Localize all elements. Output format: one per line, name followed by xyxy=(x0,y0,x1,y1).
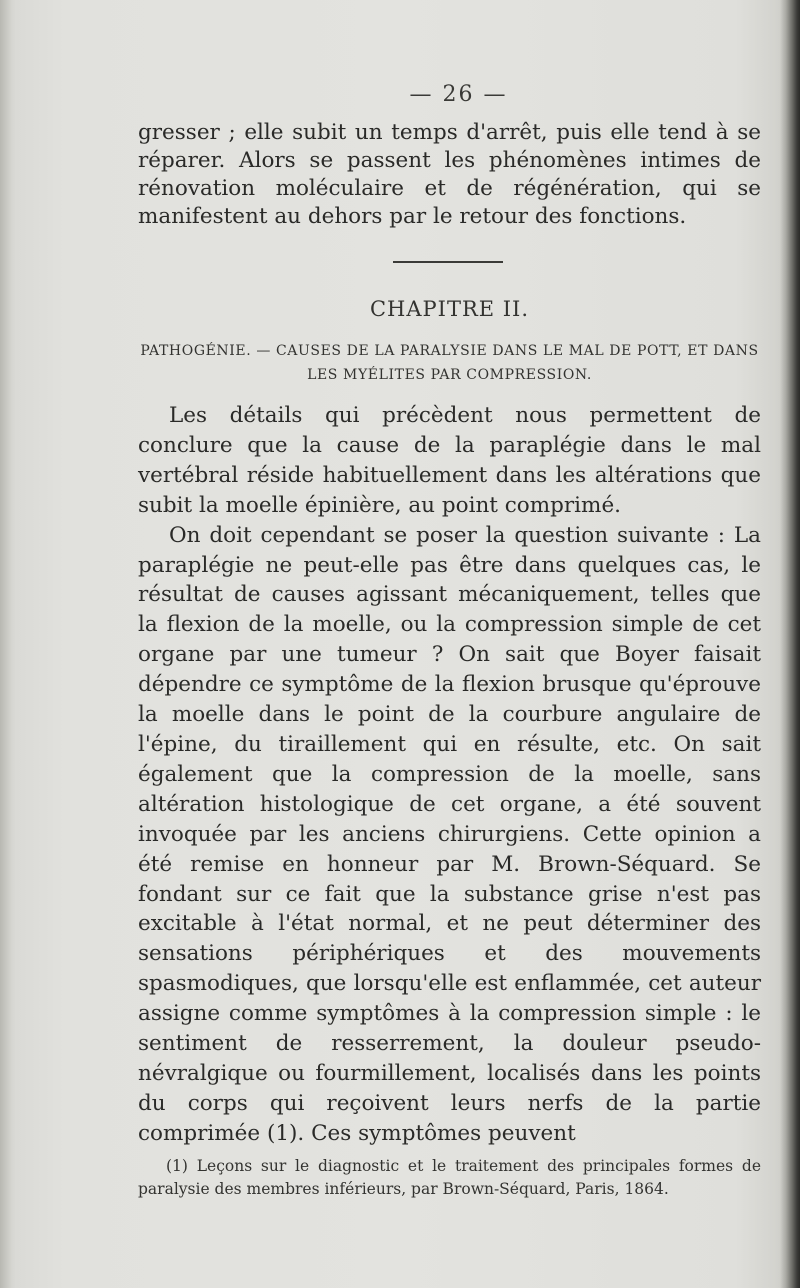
chapter-title: CHAPITRE II. xyxy=(369,297,530,321)
book-spine-shadow xyxy=(780,0,800,1288)
chapter-subtitle: PATHOGÉNIE. — CAUSES DE LA PARALYSIE DANS LE MAL DE POTT, ET DANS LES MYÉLITES PAR COMPRESSION. xyxy=(140,343,759,383)
paragraph-1: Les détails qui précèdent nous permettent de conclure que la cause de la paraplégie dans le mal vertébral réside habituellement dans les altérations que subit la moelle épinière, au point comprimé. xyxy=(138,403,761,518)
page-number: — 26 — xyxy=(409,82,508,107)
chapter-body xyxy=(138,401,761,1149)
footnote xyxy=(138,1155,761,1201)
section-divider xyxy=(393,261,503,263)
page-content xyxy=(138,82,761,1201)
footnote-text: (1) Leçons sur le diagnostic et le traitement des principales formes de paralysie des membres inférieurs, par Brown-Séquard, Paris, 1864. xyxy=(138,1156,761,1198)
intro-paragraph: gresser ; elle subit un temps d'arrêt, puis elle tend à se réparer. Alors se passent les phénomènes intimes de rénovation moléculaire et de régénération, qui se manifestent au dehors par le retour des fonctions. xyxy=(138,120,761,229)
page-left-edge xyxy=(0,0,12,1288)
intro-block xyxy=(138,119,761,231)
paragraph-2: On doit cependant se poser la question suivante : La paraplégie ne peut-elle pas être dans quelques cas, le résultat de causes agissant mécaniquement, telles que la flexion de la moelle, ou la compression simple de cet organe par une tumeur ? On sait que Boyer faisait dépendre ce symptôme de la flexion brusque qu'éprouve la moelle dans le point de la courbure angulaire de l'épine, du tiraillement qui en résulte, etc. On sait également que la compression de la moelle, sans altération histologique de cet organe, a été souvent invoquée par les anciens chirurgiens. Cette opinion a été remise en honneur par M. Brown-Séquard. Se fondant sur ce fait que la substance grise n'est pas excitable à l'état normal, et ne peut déterminer des sensations périphériques et des mouvements spasmodiques, que lorsqu'elle est enflammée, cet auteur assigne comme symptômes à la compression simple : le sentiment de resserrement, la douleur pseudo-névralgique ou fourmillement, localisés dans les points du corps qui reçoivent leurs nerfs de la partie comprimée (1). Ces symptômes peuvent xyxy=(138,522,761,1146)
